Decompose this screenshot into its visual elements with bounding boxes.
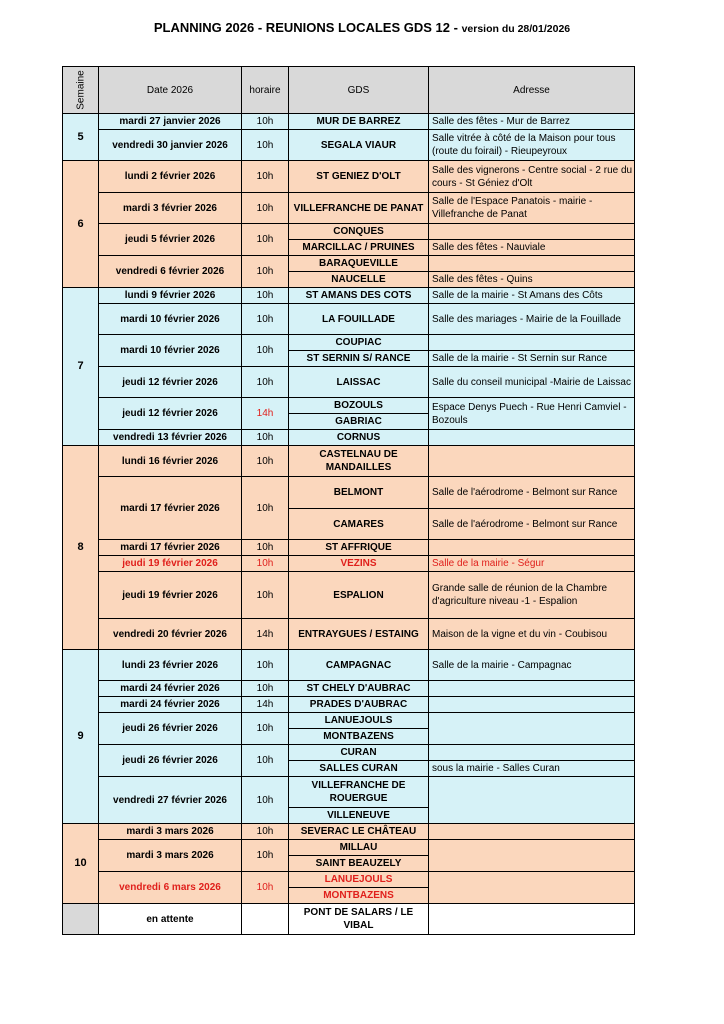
table-row <box>63 777 635 808</box>
header-adresse: Adresse <box>429 67 635 114</box>
gds-name: CONQUES <box>289 224 429 240</box>
gds-name: CAMARES <box>289 509 429 540</box>
meeting-date: lundi 2 février 2026 <box>99 161 242 193</box>
meeting-date: lundi 9 février 2026 <box>99 288 242 304</box>
table-row <box>63 681 635 697</box>
gds-name: SEGALA VIAUR <box>289 130 429 161</box>
meeting-address: Salle vitrée à côté de la Maison pour tous (route du foirail) - Rieupeyroux <box>429 130 635 161</box>
table-row <box>63 540 635 556</box>
page-title <box>0 20 724 35</box>
gds-name: VILLEFRANCHE DE PANAT <box>289 193 429 224</box>
meeting-address <box>429 430 635 446</box>
table-row <box>63 446 635 477</box>
table-row <box>63 335 635 351</box>
table-row <box>63 697 635 713</box>
meeting-date: vendredi 13 février 2026 <box>99 430 242 446</box>
table-row <box>63 224 635 240</box>
meeting-address <box>429 824 635 840</box>
meeting-date: jeudi 19 février 2026 <box>99 556 242 572</box>
gds-name: PRADES D'AUBRAC <box>289 697 429 713</box>
meeting-address <box>429 904 635 935</box>
meeting-address: Salle du conseil municipal -Mairie de Laissac <box>429 367 635 398</box>
meeting-address <box>429 697 635 713</box>
week-number: 8 <box>63 446 99 650</box>
meeting-time: 10h <box>242 872 289 904</box>
title-version: version du 28/01/2026 <box>461 23 571 35</box>
table-row <box>63 304 635 335</box>
meeting-date: vendredi 6 mars 2026 <box>99 872 242 904</box>
meeting-time: 10h <box>242 335 289 367</box>
table-row <box>63 650 635 681</box>
gds-name: LANUEJOULS <box>289 713 429 729</box>
meeting-date: vendredi 6 février 2026 <box>99 256 242 288</box>
week-number: 5 <box>63 114 99 161</box>
gds-name: CASTELNAU DE MANDAILLES <box>289 446 429 477</box>
table-row <box>63 256 635 272</box>
meeting-address <box>429 713 635 745</box>
meeting-date: mardi 3 mars 2026 <box>99 824 242 840</box>
meeting-date: vendredi 20 février 2026 <box>99 619 242 650</box>
gds-name: ST SERNIN S/ RANCE <box>289 351 429 367</box>
gds-name: LANUEJOULS <box>289 872 429 888</box>
meeting-date: mardi 17 février 2026 <box>99 477 242 540</box>
meeting-time: 10h <box>242 367 289 398</box>
meeting-address <box>429 745 635 761</box>
meeting-date: mardi 17 février 2026 <box>99 540 242 556</box>
meeting-address: Salle des fêtes - Quins <box>429 272 635 288</box>
meeting-time: 10h <box>242 304 289 335</box>
gds-name: BELMONT <box>289 477 429 509</box>
meeting-address: Salle de la mairie - Ségur <box>429 556 635 572</box>
meeting-date: mardi 24 février 2026 <box>99 681 242 697</box>
meeting-date: mardi 3 mars 2026 <box>99 840 242 872</box>
meeting-date: en attente <box>99 904 242 935</box>
meeting-date: mardi 10 février 2026 <box>99 304 242 335</box>
meeting-time: 10h <box>242 114 289 130</box>
table-row <box>63 904 635 935</box>
gds-name: GABRIAC <box>289 414 429 430</box>
meeting-date: jeudi 19 février 2026 <box>99 572 242 619</box>
meeting-address: Grande salle de réunion de la Chambre d'agriculture niveau -1 - Espalion <box>429 572 635 619</box>
meeting-date: jeudi 26 février 2026 <box>99 745 242 777</box>
meeting-address <box>429 446 635 477</box>
meeting-time: 10h <box>242 193 289 224</box>
table-row <box>63 619 635 650</box>
week-number: 10 <box>63 824 99 904</box>
gds-name: VILLEFRANCHE DE ROUERGUE <box>289 777 429 808</box>
gds-name: SAINT BEAUZELY <box>289 856 429 872</box>
meeting-date: mardi 10 février 2026 <box>99 335 242 367</box>
meeting-address: Salle de la mairie - Campagnac <box>429 650 635 681</box>
table-row <box>63 477 635 509</box>
meeting-address <box>429 840 635 872</box>
meeting-address: Salle de l'aérodrome - Belmont sur Rance <box>429 509 635 540</box>
gds-name: VEZINS <box>289 556 429 572</box>
meeting-time: 10h <box>242 430 289 446</box>
table-row <box>63 872 635 888</box>
table-row <box>63 193 635 224</box>
meeting-date: jeudi 26 février 2026 <box>99 713 242 745</box>
week-number <box>63 904 99 935</box>
title-main: PLANNING 2026 - REUNIONS LOCALES GDS 12 - <box>153 20 458 35</box>
gds-name: ENTRAYGUES / ESTAING <box>289 619 429 650</box>
header-date: Date 2026 <box>99 67 242 114</box>
table-body <box>63 114 635 935</box>
table-row <box>63 288 635 304</box>
gds-name: CORNUS <box>289 430 429 446</box>
header-horaire: horaire <box>242 67 289 114</box>
meeting-address: Espace Denys Puech - Rue Henri Camviel - Bozouls <box>429 398 635 430</box>
table-row <box>63 114 635 130</box>
meeting-date: vendredi 27 février 2026 <box>99 777 242 824</box>
gds-name: ST CHELY D'AUBRAC <box>289 681 429 697</box>
meeting-address: Salle de l'Espace Panatois - mairie - Villefranche de Panat <box>429 193 635 224</box>
meeting-address <box>429 224 635 240</box>
meeting-time: 10h <box>242 572 289 619</box>
gds-name: MUR DE BARREZ <box>289 114 429 130</box>
meeting-time: 10h <box>242 130 289 161</box>
gds-name: ST GENIEZ D'OLT <box>289 161 429 193</box>
meeting-time: 10h <box>242 713 289 745</box>
meeting-address: Salle de la mairie - St Sernin sur Rance <box>429 351 635 367</box>
meeting-date: lundi 16 février 2026 <box>99 446 242 477</box>
gds-name: MARCILLAC / PRUINES <box>289 240 429 256</box>
meeting-time <box>242 904 289 935</box>
meeting-address: Salle des fêtes - Mur de Barrez <box>429 114 635 130</box>
gds-name: LAISSAC <box>289 367 429 398</box>
gds-name: LA FOUILLADE <box>289 304 429 335</box>
header-semaine: Semaine <box>63 67 99 114</box>
week-number: 7 <box>63 288 99 446</box>
meeting-time: 10h <box>242 824 289 840</box>
meeting-address: Salle des mariages - Mairie de la Fouillade <box>429 304 635 335</box>
meeting-time: 10h <box>242 161 289 193</box>
week-number: 9 <box>63 650 99 824</box>
table-row <box>63 556 635 572</box>
table-row <box>63 430 635 446</box>
table-row <box>63 713 635 729</box>
meeting-address <box>429 256 635 272</box>
header-gds: GDS <box>289 67 429 114</box>
meeting-address: Salle de la mairie - St Amans des Côts <box>429 288 635 304</box>
table-row <box>63 824 635 840</box>
table-header-row <box>63 67 635 114</box>
meeting-time: 10h <box>242 840 289 872</box>
meeting-date: jeudi 12 février 2026 <box>99 398 242 430</box>
gds-name: ESPALION <box>289 572 429 619</box>
meeting-time: 10h <box>242 777 289 824</box>
meeting-date: mardi 24 février 2026 <box>99 697 242 713</box>
meeting-time: 10h <box>242 288 289 304</box>
gds-name: MONTBAZENS <box>289 729 429 745</box>
table-row <box>63 572 635 619</box>
week-number: 6 <box>63 161 99 288</box>
gds-name: MONTBAZENS <box>289 888 429 904</box>
meeting-address <box>429 335 635 351</box>
meeting-time: 10h <box>242 256 289 288</box>
meeting-time: 10h <box>242 745 289 777</box>
meeting-time: 10h <box>242 556 289 572</box>
meeting-date: mardi 3 février 2026 <box>99 193 242 224</box>
meeting-time: 10h <box>242 224 289 256</box>
meeting-time: 10h <box>242 681 289 697</box>
table-row <box>63 398 635 414</box>
meeting-address <box>429 777 635 824</box>
meeting-address: Salle de l'aérodrome - Belmont sur Rance <box>429 477 635 509</box>
gds-name: CURAN <box>289 745 429 761</box>
meeting-time: 14h <box>242 697 289 713</box>
meeting-address <box>429 540 635 556</box>
meeting-time: 14h <box>242 619 289 650</box>
meeting-time: 10h <box>242 446 289 477</box>
meeting-time: 10h <box>242 650 289 681</box>
meeting-date: mardi 27 janvier 2026 <box>99 114 242 130</box>
meeting-address: sous la mairie - Salles Curan <box>429 761 635 777</box>
meeting-time: 14h <box>242 398 289 430</box>
table-row <box>63 161 635 193</box>
meeting-address: Maison de la vigne et du vin - Coubisou <box>429 619 635 650</box>
planning-table <box>62 66 635 935</box>
gds-name: BARAQUEVILLE <box>289 256 429 272</box>
gds-name: SALLES CURAN <box>289 761 429 777</box>
meeting-address <box>429 681 635 697</box>
gds-name: COUPIAC <box>289 335 429 351</box>
meeting-date: vendredi 30 janvier 2026 <box>99 130 242 161</box>
meeting-address: Salle des vignerons - Centre social - 2 rue du cours - St Géniez d'Olt <box>429 161 635 193</box>
meeting-date: lundi 23 février 2026 <box>99 650 242 681</box>
gds-name: PONT DE SALARS / LE VIBAL <box>289 904 429 935</box>
meeting-date: jeudi 5 février 2026 <box>99 224 242 256</box>
table-row <box>63 367 635 398</box>
table-row <box>63 130 635 161</box>
gds-name: ST AMANS DES COTS <box>289 288 429 304</box>
gds-name: SEVERAC LE CHÂTEAU <box>289 824 429 840</box>
gds-name: NAUCELLE <box>289 272 429 288</box>
meeting-address: Salle des fêtes - Nauviale <box>429 240 635 256</box>
gds-name: BOZOULS <box>289 398 429 414</box>
gds-name: ST AFFRIQUE <box>289 540 429 556</box>
table-row <box>63 745 635 761</box>
gds-name: CAMPAGNAC <box>289 650 429 681</box>
meeting-time: 10h <box>242 540 289 556</box>
table-row <box>63 840 635 856</box>
meeting-address <box>429 872 635 904</box>
gds-name: MILLAU <box>289 840 429 856</box>
gds-name: VILLENEUVE <box>289 808 429 824</box>
meeting-time: 10h <box>242 477 289 540</box>
meeting-date: jeudi 12 février 2026 <box>99 367 242 398</box>
